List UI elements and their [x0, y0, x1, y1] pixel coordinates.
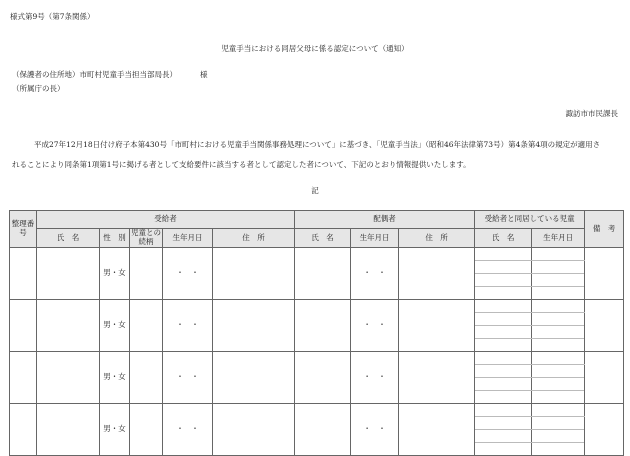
cell-biko	[585, 352, 624, 404]
header-haigusha-jusho: 住 所	[399, 229, 475, 248]
cell-jido-shimei	[475, 443, 532, 456]
cell-jido-seinengappi	[532, 300, 585, 313]
cell-zokugara	[130, 248, 163, 300]
cell-jido-shimei	[475, 352, 532, 365]
cell-zokugara	[130, 352, 163, 404]
addressee-line-2: （所属庁の長）	[12, 84, 65, 93]
cell-jido-shimei	[475, 430, 532, 443]
header-seibetsu: 性 別	[100, 229, 130, 248]
header-jukyusha-seinengappi: 生年月日	[163, 229, 213, 248]
cell-haigusha-seinengappi: ・ ・	[351, 404, 399, 456]
cell-jukyusha-jusho	[213, 352, 295, 404]
cell-jido-seinengappi	[532, 404, 585, 417]
notification-table	[9, 210, 624, 456]
cell-haigusha-seinengappi: ・ ・	[351, 352, 399, 404]
cell-haigusha-jusho	[399, 248, 475, 300]
cell-seiri	[10, 404, 37, 456]
cell-seibetsu: 男・女	[100, 300, 130, 352]
cell-seiri	[10, 300, 37, 352]
cell-jukyusha-seinengappi: ・ ・	[163, 248, 213, 300]
header-biko: 備 考	[585, 211, 624, 248]
body-text-line-2: れることにより同条第1項第1号に掲げる者として支給要件に該当する者として認定した者について、下記のとおり情報提供いたします。	[12, 160, 471, 169]
cell-jido-seinengappi	[532, 352, 585, 365]
cell-biko	[585, 248, 624, 300]
header-seiri-bango: 整理番号	[10, 211, 37, 248]
header-jido-seinengappi: 生年月日	[532, 229, 585, 248]
cell-seibetsu: 男・女	[100, 404, 130, 456]
header-haigusha: 配偶者	[295, 211, 475, 229]
cell-haigusha-shimei	[295, 404, 351, 456]
cell-jido-seinengappi	[532, 391, 585, 404]
header-jukyusha: 受給者	[37, 211, 295, 229]
cell-haigusha-shimei	[295, 352, 351, 404]
header-zokugara: 児童との続柄	[131, 228, 161, 246]
cell-seibetsu: 男・女	[100, 248, 130, 300]
form-number: 様式第9号（第7条関係）	[10, 12, 95, 21]
cell-jido-seinengappi	[532, 443, 585, 456]
cell-jido-seinengappi	[532, 313, 585, 326]
header-jukyusha-shimei: 氏 名	[37, 229, 100, 248]
cell-seiri	[10, 248, 37, 300]
header-doukyo-jido: 受給者と同居している児童	[475, 211, 585, 229]
cell-jukyusha-shimei	[37, 404, 100, 456]
addressee-line-1: （保護者の住所地）市町村児童手当担当部局長）	[12, 70, 177, 79]
cell-jukyusha-jusho	[213, 248, 295, 300]
cell-jido-shimei	[475, 261, 532, 274]
cell-jido-seinengappi	[532, 339, 585, 352]
cell-zokugara	[130, 404, 163, 456]
document-title: 児童手当における同居父母に係る認定について（通知）	[221, 44, 409, 53]
cell-jido-shimei	[475, 274, 532, 287]
header-haigusha-shimei: 氏 名	[295, 229, 351, 248]
cell-jukyusha-seinengappi: ・ ・	[163, 404, 213, 456]
cell-jido-seinengappi	[532, 326, 585, 339]
cell-jido-shimei	[475, 365, 532, 378]
cell-haigusha-jusho	[399, 352, 475, 404]
cell-jido-shimei	[475, 378, 532, 391]
cell-jido-seinengappi	[532, 261, 585, 274]
cell-jido-seinengappi	[532, 430, 585, 443]
cell-jido-shimei	[475, 404, 532, 417]
cell-jido-seinengappi	[532, 365, 585, 378]
cell-biko	[585, 404, 624, 456]
cell-jukyusha-jusho	[213, 300, 295, 352]
cell-jukyusha-seinengappi: ・ ・	[163, 300, 213, 352]
cell-haigusha-shimei	[295, 300, 351, 352]
cell-jido-seinengappi	[532, 274, 585, 287]
cell-seiri	[10, 352, 37, 404]
cell-jido-seinengappi	[532, 417, 585, 430]
cell-haigusha-seinengappi: ・ ・	[351, 300, 399, 352]
header-haigusha-seinengappi: 生年月日	[351, 229, 399, 248]
header-jido-shimei: 氏 名	[475, 229, 532, 248]
cell-jido-shimei	[475, 287, 532, 300]
issuer: 諏訪市市民課長	[565, 109, 618, 118]
cell-haigusha-seinengappi: ・ ・	[351, 248, 399, 300]
cell-seibetsu: 男・女	[100, 352, 130, 404]
cell-jido-seinengappi	[532, 248, 585, 261]
cell-zokugara	[130, 300, 163, 352]
cell-jido-shimei	[475, 339, 532, 352]
cell-jukyusha-jusho	[213, 404, 295, 456]
cell-jido-shimei	[475, 313, 532, 326]
cell-haigusha-jusho	[399, 404, 475, 456]
cell-haigusha-shimei	[295, 248, 351, 300]
cell-jido-shimei	[475, 417, 532, 430]
cell-jukyusha-shimei	[37, 300, 100, 352]
body-text-line-1: 平成27年12月18日付け府子本第430号「市町村における児童手当関係事務処理について」に基づき、「児童手当法」（昭和46年法律第73号）第4条第4項の規定が適用さ	[34, 140, 601, 149]
ki-heading: 記	[311, 186, 319, 195]
cell-jido-seinengappi	[532, 287, 585, 300]
cell-jido-shimei	[475, 300, 532, 313]
cell-jido-shimei	[475, 248, 532, 261]
cell-jido-shimei	[475, 326, 532, 339]
cell-jido-seinengappi	[532, 378, 585, 391]
cell-biko	[585, 300, 624, 352]
cell-jukyusha-shimei	[37, 352, 100, 404]
cell-jukyusha-seinengappi: ・ ・	[163, 352, 213, 404]
cell-haigusha-jusho	[399, 300, 475, 352]
addressee-honorific: 様	[200, 70, 208, 79]
cell-jukyusha-shimei	[37, 248, 100, 300]
header-jukyusha-jusho: 住 所	[213, 229, 295, 248]
cell-jido-shimei	[475, 391, 532, 404]
